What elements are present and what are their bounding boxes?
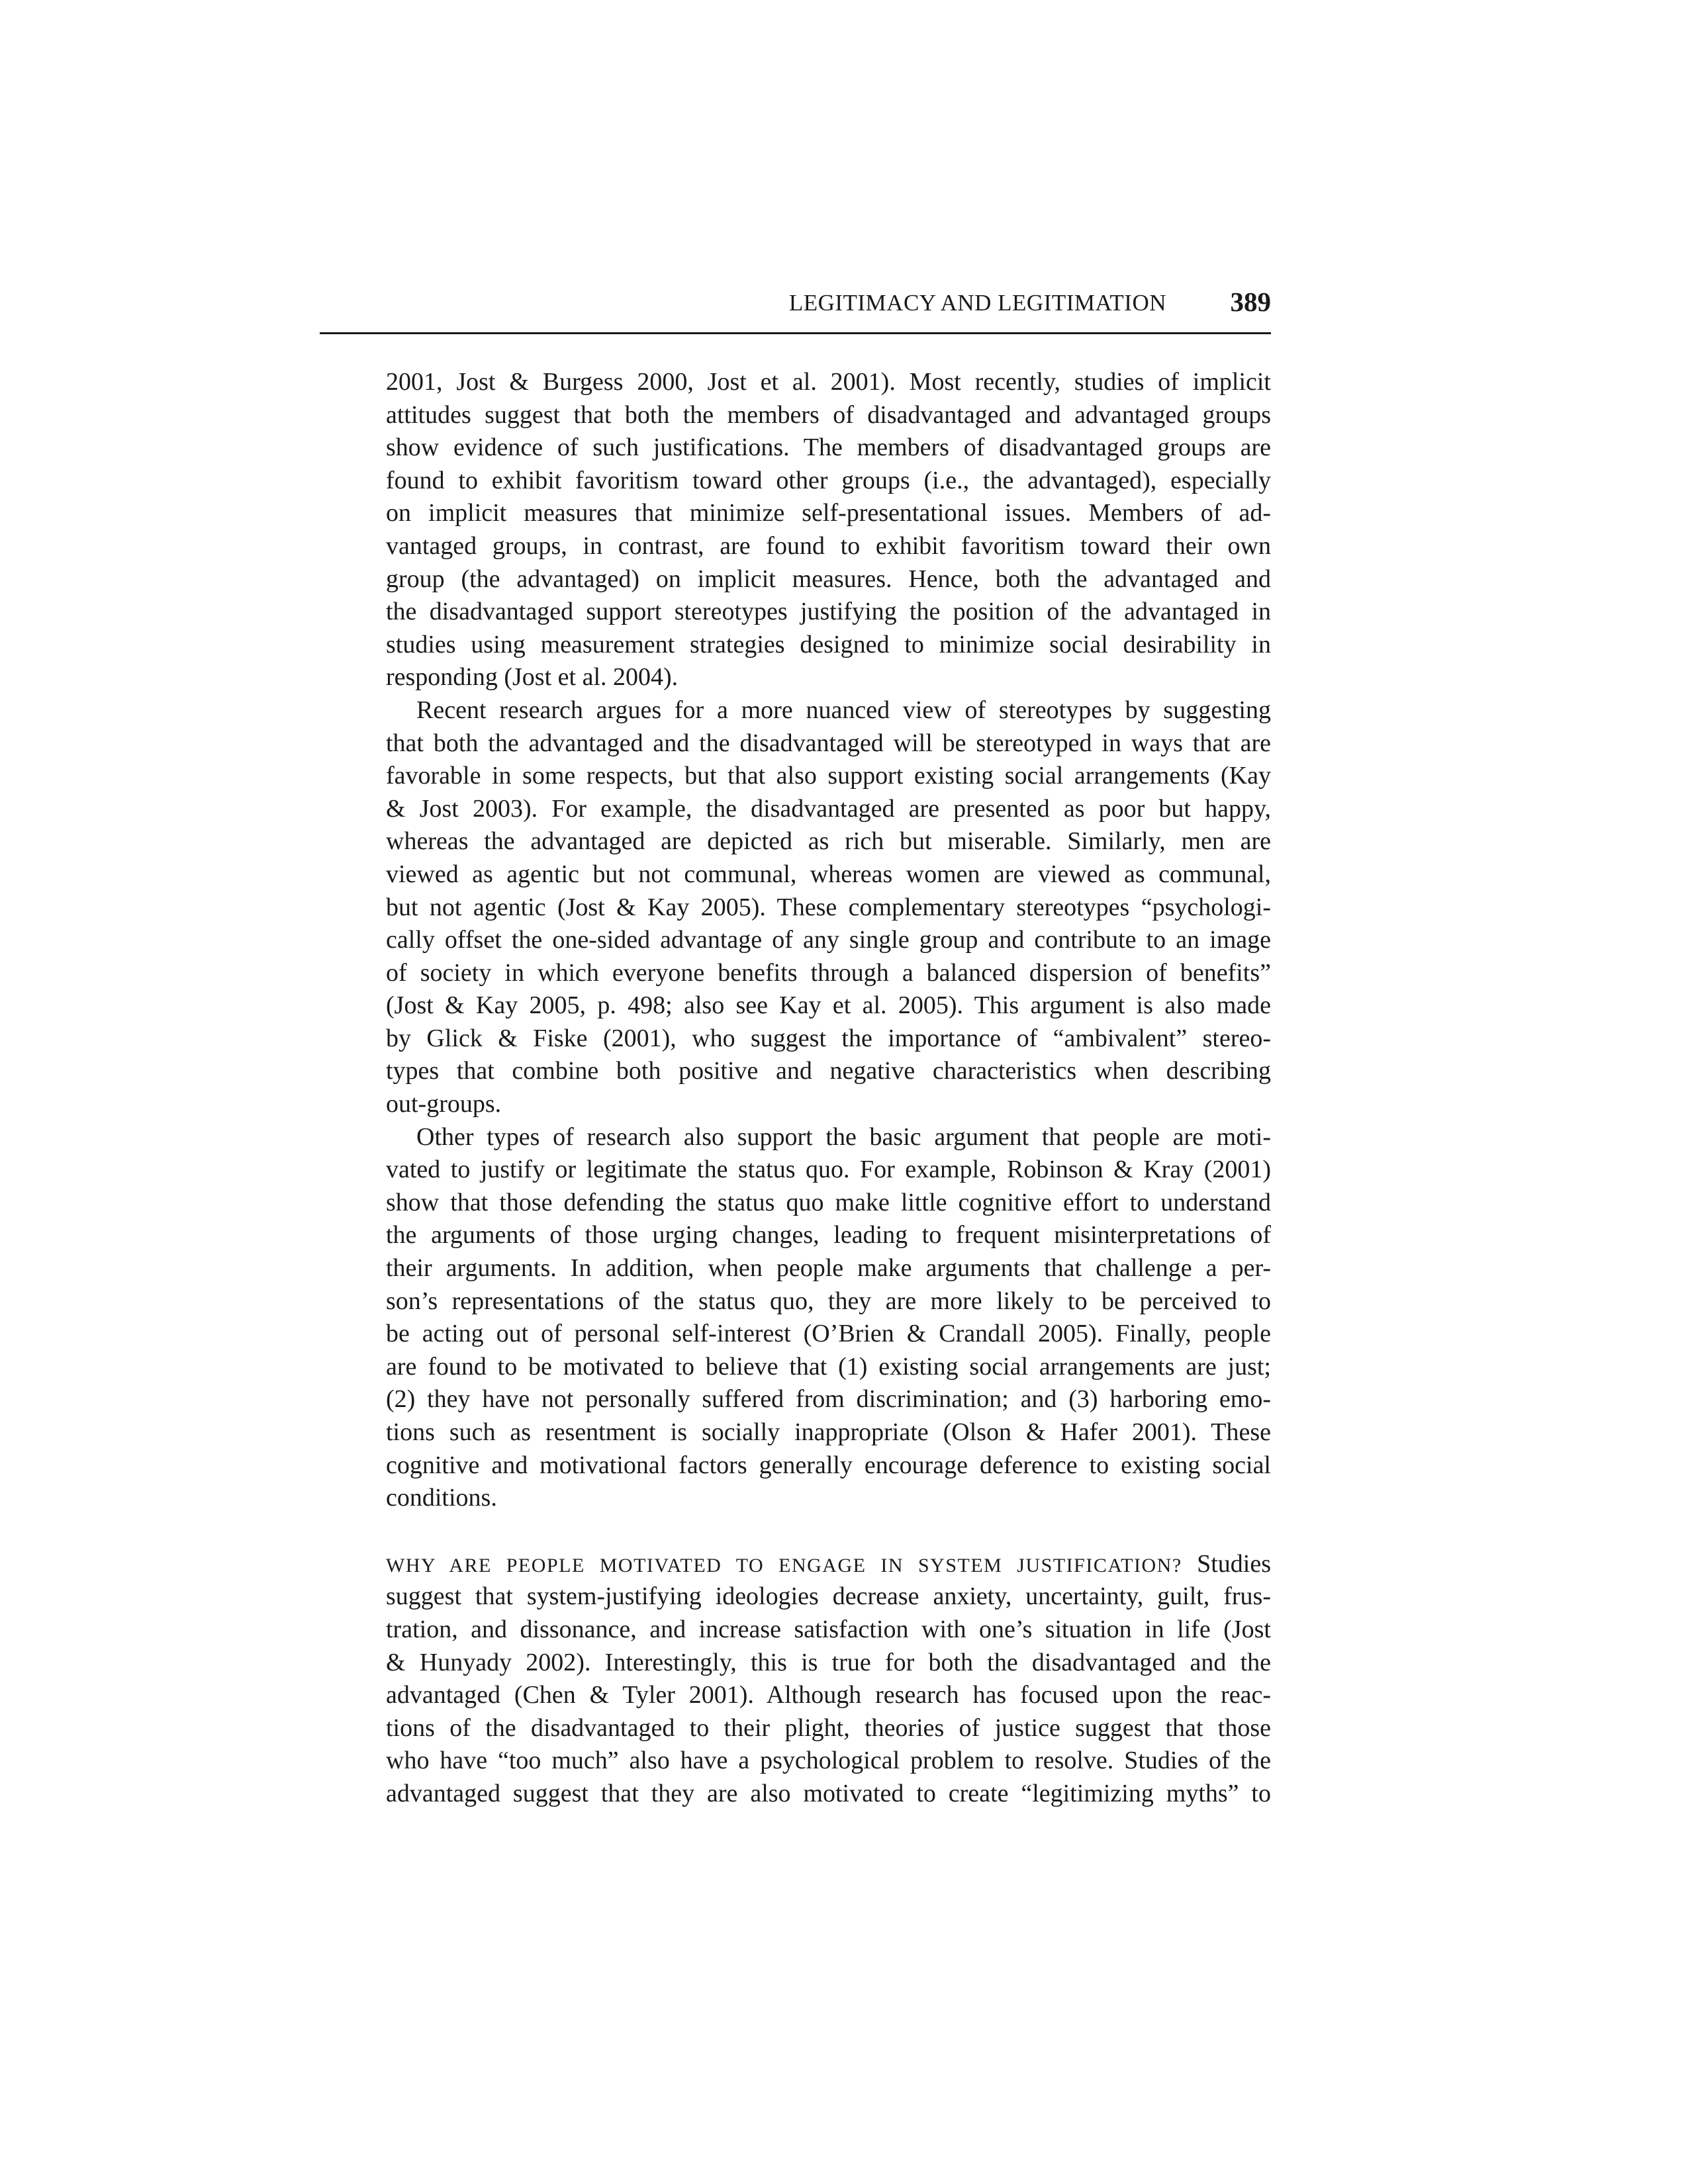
text-line: who have “too much” also have a psychological problem to resolve. Studies of the xyxy=(386,1747,1271,1775)
text-line: studies using measurement strategies designed to minimize social desirability in xyxy=(386,630,1271,659)
text-line: out-groups. xyxy=(386,1090,502,1118)
text-line: (2) they have not personally suffered from discrimination; and (3) harboring emo- xyxy=(386,1385,1271,1414)
text-line: (Jost & Kay 2005, p. 498; also see Kay et al. 2005). This argument is also made xyxy=(386,991,1271,1020)
text-line: responding (Jost et al. 2004). xyxy=(386,663,679,692)
section-first-line-text: Studies xyxy=(1197,1549,1271,1578)
text-line: tions of the disadvantaged to their plight, theories of justice suggest that those xyxy=(386,1713,1271,1742)
text-line: & Jost 2003). For example, the disadvantaged are presented as poor but happy, xyxy=(386,794,1271,823)
text-line: types that combine both positive and negative characteristics when describing xyxy=(386,1057,1271,1085)
text-line: viewed as agentic but not communal, whereas women are viewed as communal, xyxy=(386,860,1271,888)
paragraph-3 xyxy=(386,1121,1271,1515)
text-line: & Hunyady 2002). Interestingly, this is true for both the disadvantaged and the xyxy=(386,1648,1271,1676)
text-line: on implicit measures that minimize self-presentational issues. Members of ad- xyxy=(386,499,1271,527)
text-line: show that those defending the status quo make little cognitive effort to understand xyxy=(386,1188,1271,1216)
text-line: 2001, Jost & Burgess 2000, Jost et al. 2001). Most recently, studies of implicit xyxy=(386,368,1271,396)
text-line: attitudes suggest that both the members of disadvantaged and advantaged groups xyxy=(386,400,1271,429)
text-line: tions such as resentment is socially inappropriate (Olson & Hafer 2001). These xyxy=(386,1418,1271,1446)
text-line: cognitive and motivational factors generally encourage deference to existing social xyxy=(386,1451,1271,1479)
text-line: cally offset the one-sided advantage of any single group and contribute to an image xyxy=(386,926,1271,954)
text-line: their arguments. In addition, when people make arguments that challenge a per- xyxy=(386,1254,1271,1283)
text-line: conditions. xyxy=(386,1484,497,1512)
section-heading: WHY ARE PEOPLE MOTIVATED TO ENGAGE IN SYSTEM JUSTIFICATION? xyxy=(386,1554,1182,1576)
text-line: favorable in some respects, but that also support existing social arrangements (Kay xyxy=(386,762,1271,790)
text-line: Other types of research also support the basic argument that people are moti- xyxy=(416,1122,1271,1151)
text-line: vantaged groups, in contrast, are found to exhibit favoritism toward their own xyxy=(386,531,1271,560)
text-line: son’s representations of the status quo, they are more likely to be perceived to xyxy=(386,1287,1271,1315)
text-line: vated to justify or legitimate the status quo. For example, Robinson & Kray (2001) xyxy=(386,1156,1271,1184)
running-title: LEGITIMACY AND LEGITIMATION xyxy=(788,290,1166,316)
section-first-line xyxy=(386,1548,1271,1581)
text-line: suggest that system-justifying ideologies decrease anxiety, uncertainty, guilt, frus- xyxy=(386,1582,1271,1611)
page-number: 389 xyxy=(1230,287,1271,317)
text-line: of society in which everyone benefits through a balanced dispersion of benefits” xyxy=(386,958,1271,987)
text-line: advantaged suggest that they are also motivated to create “legitimizing myths” to xyxy=(386,1779,1271,1807)
text-line: are found to be motivated to believe that (1) existing social arrangements are just; xyxy=(386,1352,1271,1381)
text-line: be acting out of personal self-interest (O’Brien & Crandall 2005). Finally, people xyxy=(386,1320,1271,1348)
text-line: but not agentic (Jost & Kay 2005). These complementary stereotypes “psychologi- xyxy=(386,893,1271,921)
text-line: found to exhibit favoritism toward other groups (i.e., the advantaged), especially xyxy=(386,466,1271,494)
text-line: advantaged (Chen & Tyler 2001). Although research has focused upon the reac- xyxy=(386,1681,1271,1709)
text-line: tration, and dissonance, and increase satisfaction with one’s situation in life (Jost xyxy=(386,1615,1271,1643)
section-system-justification xyxy=(386,1548,1271,1811)
running-header xyxy=(320,286,1271,334)
paragraph-1 xyxy=(386,366,1271,694)
text-line: the disadvantaged support stereotypes justifying the position of the advantaged in xyxy=(386,598,1271,626)
text-line: Recent research argues for a more nuanced view of stereotypes by suggesting xyxy=(416,696,1271,724)
text-line: the arguments of those urging changes, leading to frequent misinterpretations of xyxy=(386,1221,1271,1250)
body-text xyxy=(386,366,1271,1811)
text-line: whereas the advantaged are depicted as rich but miserable. Similarly, men are xyxy=(386,827,1271,856)
paragraph-2 xyxy=(386,694,1271,1121)
text-line: by Glick & Fiske (2001), who suggest the importance of “ambivalent” stereo- xyxy=(386,1024,1271,1052)
text-line: show evidence of such justifications. The members of disadvantaged groups are xyxy=(386,433,1271,462)
text-line: group (the advantaged) on implicit measures. Hence, both the advantaged and xyxy=(386,565,1271,593)
text-line: that both the advantaged and the disadvantaged will be stereotyped in ways that are xyxy=(386,729,1271,757)
